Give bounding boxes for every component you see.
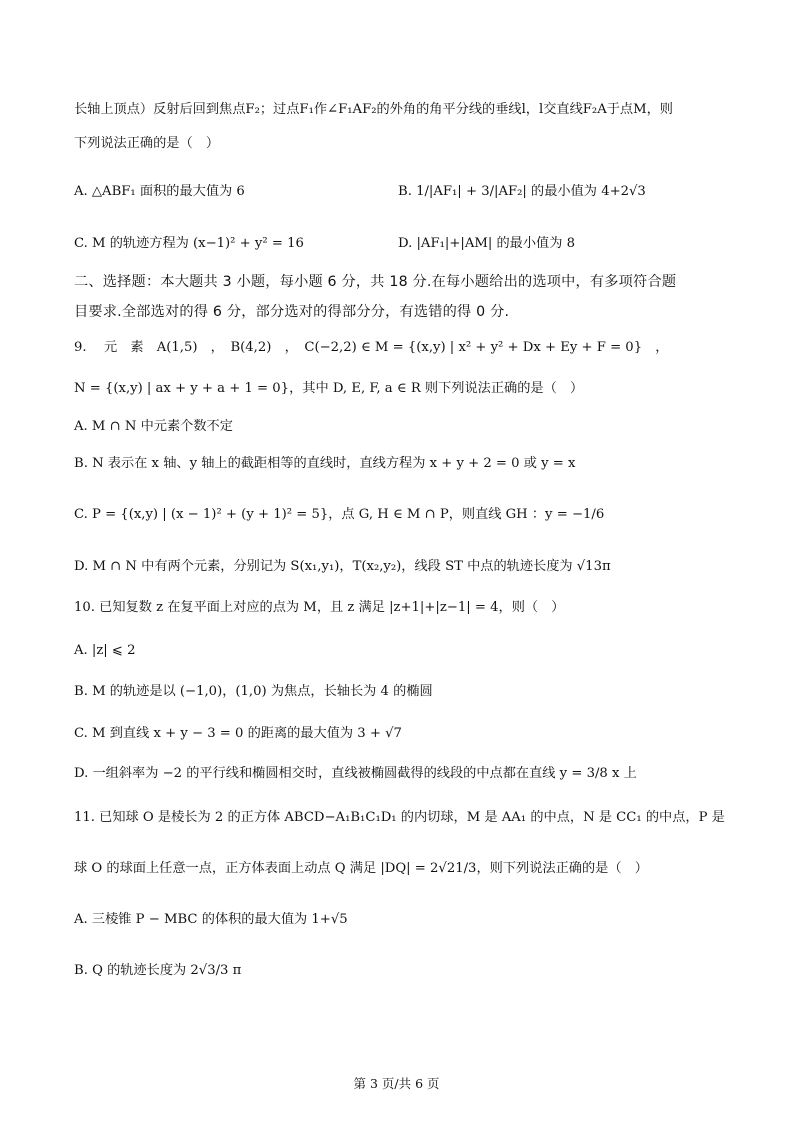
page-footer: 第 3 页/共 6 页 — [353, 1076, 440, 1091]
q8-option-c: C. M 的轨迹方程为 (x−1)² + y² = 16 — [74, 236, 304, 251]
q8-option-b: B. 1/|AF₁| + 3/|AF₂| 的最小值为 4+2√3 — [398, 184, 646, 199]
q10-option-c: C. M 到直线 x + y − 3 = 0 的距离的最大值为 3 + √7 — [74, 726, 402, 741]
section-2-heading-2: 目要求.全部选对的得 6 分，部分选对的得部分分，有选错的得 0 分. — [74, 304, 510, 320]
section-2-heading-1: 二、选择题：本大题共 3 小题，每小题 6 分，共 18 分.在每小题给出的选项中，有多项符合题 — [74, 274, 677, 290]
q11-stem-2: 球 O 的球面上任意一点，正方体表面上动点 Q 满足 |DQ| = 2√21/3，则下列说法正确的是（ ） — [74, 861, 648, 876]
q11-stem-1: 11. 已知球 O 是棱长为 2 的正方体 ABCD−A₁B₁C₁D₁ 的内切球，M 是 AA₁ 的中点，N 是 CC₁ 的中点，P 是 — [74, 810, 725, 825]
q9-stem-2: N = {(x,y) | ax + y + a + 1 = 0}，其中 D, E, F, a ∈ R 则下列说法正确的是（ ） — [74, 381, 584, 396]
q10-option-d: D. 一组斜率为 −2 的平行线和椭圆相交时，直线被椭圆截得的线段的中点都在直线 y = 3/8 x 上 — [74, 766, 637, 781]
q9-option-a: A. M ∩ N 中元素个数不定 — [74, 419, 233, 434]
q9-option-d: D. M ∩ N 中有两个元素，分别记为 S(x₁,y₁)，T(x₂,y₂)，线段 ST 中点的轨迹长度为 √13π — [74, 559, 611, 574]
q10-option-a: A. |z| ⩽ 2 — [74, 643, 136, 658]
q11-option-b: B. Q 的轨迹长度为 2√3/3 π — [74, 963, 242, 978]
q9-option-b: B. N 表示在 x 轴、y 轴上的截距相等的直线时，直线方程为 x + y + 2 = 0 或 y = x — [74, 456, 576, 471]
q8-option-d: D. |AF₁|+|AM| 的最小值为 8 — [398, 236, 576, 251]
q10-option-b: B. M 的轨迹是以 (−1,0)，(1,0) 为焦点，长轴长为 4 的椭圆 — [74, 684, 433, 699]
q8-option-a: A. △ABF₁ 面积的最大值为 6 — [74, 184, 245, 199]
text-line-1: 长轴上顶点）反射后回到焦点F₂；过点F₁作∠F₁AF₂的外角的角平分线的垂线l，l交直线F₂A于点M，则 — [74, 102, 673, 117]
q9-stem-1: 9. 元 素 A(1,5) ， B(4,2) ， C(−2,2) ∈ M = {(x,y) | x² + y² + Dx + Ey + F = 0} ， — [74, 340, 669, 355]
q11-option-a: A. 三棱锥 P − MBC 的体积的最大值为 1+√5 — [74, 912, 348, 927]
text-line-2: 下列说法正确的是（ ） — [74, 136, 220, 151]
q10-stem: 10. 已知复数 z 在复平面上对应的点为 M，且 z 满足 |z+1|+|z−1| = 4，则（ ） — [74, 600, 565, 615]
q9-option-c: C. P = {(x,y) | (x − 1)² + (y + 1)² = 5}，点 G, H ∈ M ∩ P，则直线 GH ：y = −1/6 — [74, 507, 605, 522]
